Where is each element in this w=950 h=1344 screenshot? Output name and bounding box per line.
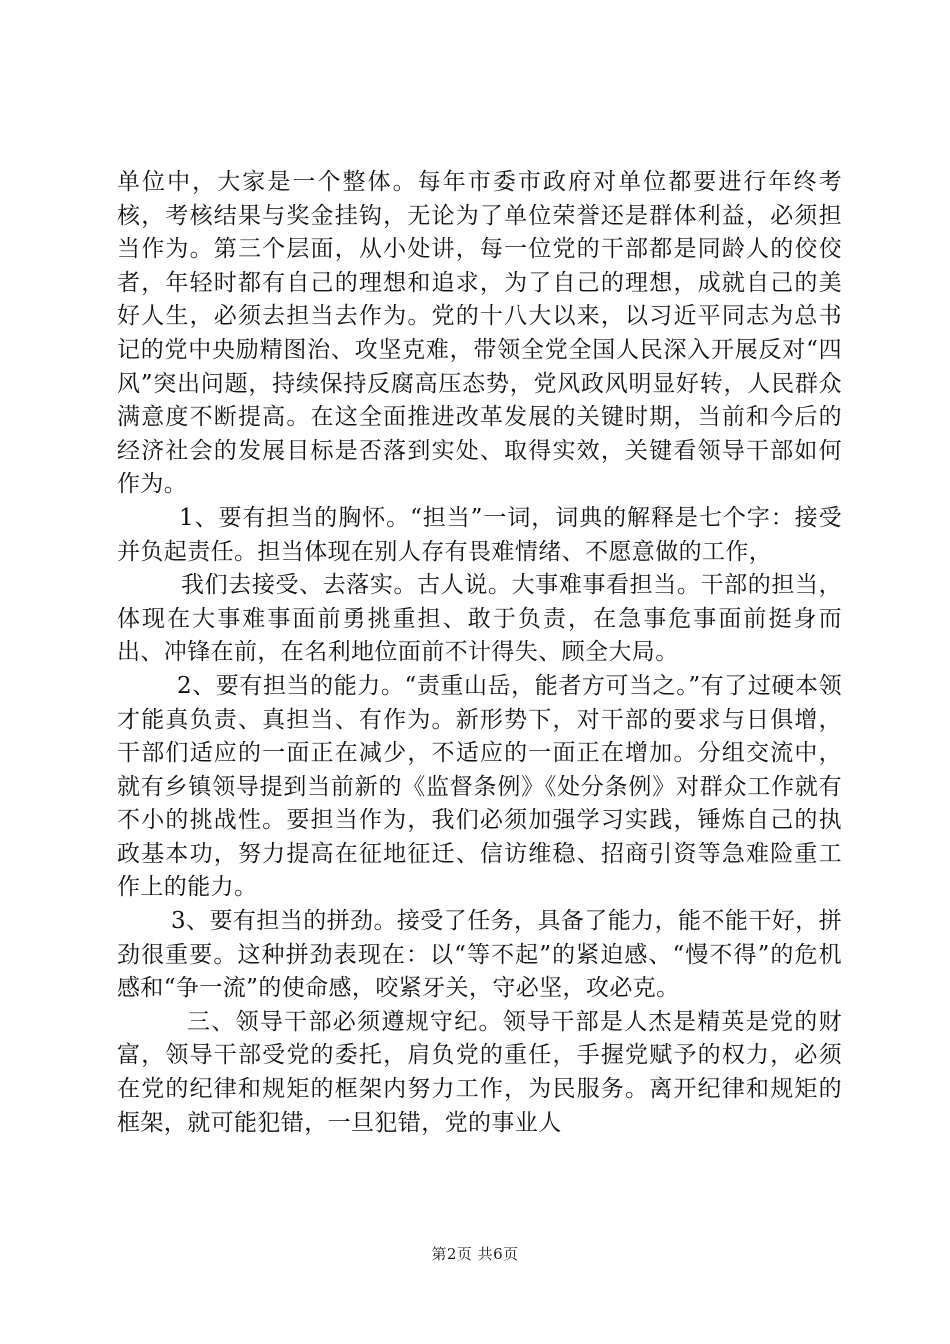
paragraph-point-2: 2、要有担当的能力。“责重山岳，能者方可当之。”有了过硬本领才能真负责、真担当、有作为。新形势下，对干部的要求与日俱增，干部们适应的一面正在减少，不适应的一面正在增加。分组交流中，就有乡镇领导提到当前新的《监督条例》《处分条例》对群众工作就有不小的挑战性。要担当作为，我们必须加强学习实践，锤炼自己的执政基本功，努力提高在征地征迁、信访维稳、招商引资等急难险重工作上的能力。	[117, 672, 842, 901]
page-number-footer: 第2页 共6页	[431, 1245, 519, 1263]
paragraph-section-3: 三、领导干部必须遵规守纪。领导干部是人杰是精英是党的财富，领导干部受党的委托，肩负党的重任，手握党赋予的权力，必须在党的纪律和规矩的框架内努力工作，为民服务。离开纪律和规矩的框架，就可能犯错，一旦犯错，党的事业人	[117, 1008, 842, 1136]
paragraph-point-3: 3、要有担当的拼劲。接受了任务，具备了能力，能不能干好，拼劲很重要。这种拼劲表现在：以“等不起”的紧迫感、“慢不得”的危机感和“争一流”的使命感，咬紧牙关，守必坚，攻必克。	[117, 908, 842, 1002]
paragraph-point-1: 1、要有担当的胸怀。“担当”一词，词典的解释是七个字：接受并负起责任。担当体现在别人存有畏难情绪、不愿意做的工作，	[117, 504, 842, 565]
paragraph-continuation: 单位中，大家是一个整体。每年市委市政府对单位都要进行年终考核，考核结果与奖金挂钩，无论为了单位荣誉还是群体利益，必须担当作为。第三个层面，从小处讲，每一位党的干部都是同龄人的佼佼者，年轻时都有自己的理想和追求，为了自己的理想，成就自己的美好人生，必须去担当去作为。党的十八大以来，以习近平同志为总书记的党中央励精图治、攻坚克难，带领全党全国人民深入开展反对“四风”突出问题，持续保持反腐高压态势，党风政风明显好转，人民群众满意度不断提高。在这全面推进改革发展的关键时期，当前和今后的经济社会的发展目标是否落到实处、取得实效，关键看领导干部如何作为。	[117, 169, 842, 498]
document-body	[117, 166, 842, 1140]
paragraph-point-1-continued: 我们去接受、去落实。古人说。大事难事看担当。干部的担当，体现在大事难事面前勇挑重担、敢于负责，在急事危事面前挺身而出、冲锋在前，在名利地位面前不计得失、顾全大局。	[117, 572, 842, 666]
